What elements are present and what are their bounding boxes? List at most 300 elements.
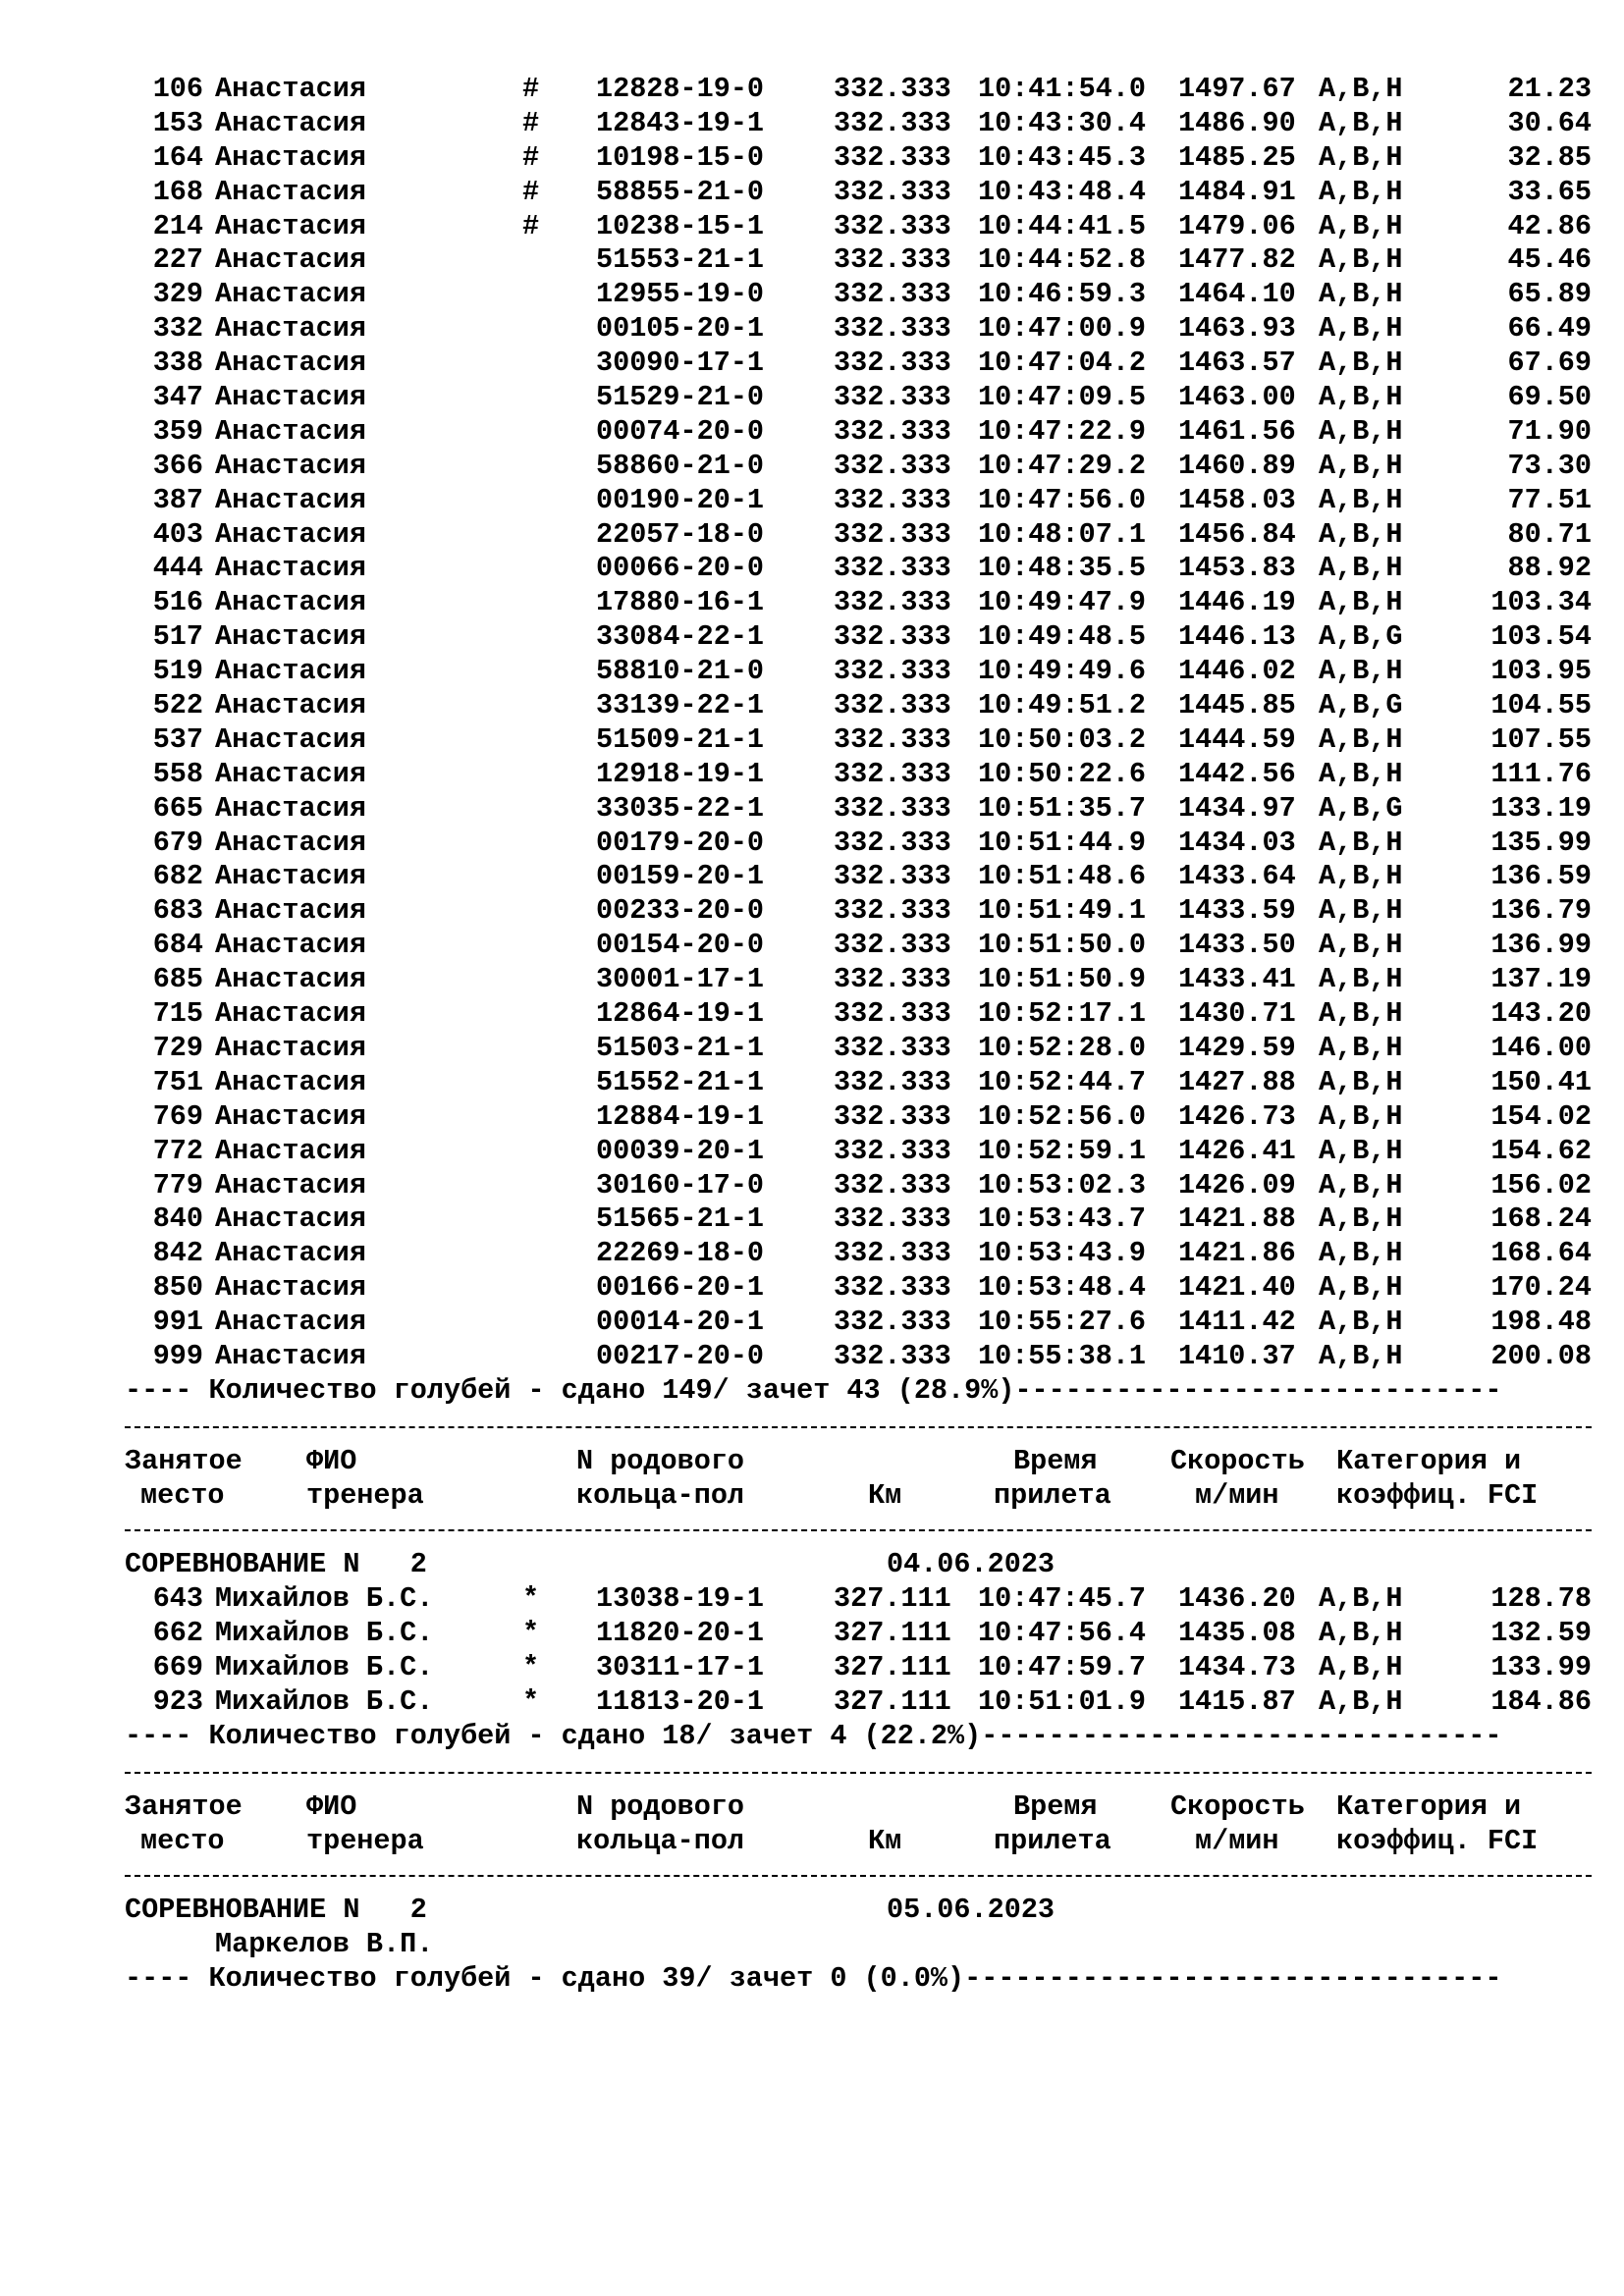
distance-cell: 332.333: [834, 449, 951, 482]
speed-cell: 1430.71: [1178, 997, 1296, 1031]
ring-number-cell: 12828-19-0: [596, 73, 765, 105]
table-row: [125, 1582, 1607, 1617]
speed-cell: 1411.42: [1178, 1306, 1296, 1339]
trainer-name-cell: Анастасия: [215, 449, 366, 482]
distance-cell: 332.333: [834, 620, 951, 654]
trainer-name-cell: Анастасия: [215, 757, 366, 790]
ring-number-cell: 22269-18-0: [596, 1237, 765, 1270]
ring-number-cell: 51552-21-1: [596, 1065, 765, 1098]
place-cell: 850: [152, 1271, 203, 1305]
table-row: [125, 484, 1607, 518]
ring-number-cell: 33139-22-1: [596, 689, 765, 722]
coefficient-cell: 103.95: [1490, 655, 1592, 688]
trainer-name-cell: Анастасия: [215, 517, 366, 551]
trainer-name-cell: Анастасия: [215, 1031, 366, 1064]
arrival-time-cell: 10:51:48.6: [978, 860, 1147, 893]
category-cell: A,B,H: [1319, 894, 1403, 928]
coefficient-cell: 154.62: [1490, 1134, 1592, 1167]
category-cell: A,B,H: [1319, 243, 1403, 277]
category-cell: A,B,H: [1319, 1099, 1403, 1133]
ring-number-cell: 30311-17-1: [596, 1651, 765, 1684]
speed-cell: 1435.08: [1178, 1617, 1296, 1650]
distance-cell: 332.333: [834, 929, 951, 962]
ring-number-cell: 12918-19-1: [596, 757, 765, 790]
arrival-time-cell: 10:46:59.3: [978, 278, 1147, 311]
place-cell: 685: [152, 963, 203, 996]
table-row: [125, 758, 1607, 792]
header-ring: N родового: [576, 1444, 745, 1477]
trainer-name-cell: Анастасия: [215, 552, 366, 585]
header-cat: Категория и: [1336, 1789, 1522, 1823]
distance-cell: 332.333: [834, 894, 951, 928]
trainer-name-cell: Анастасия: [215, 586, 366, 619]
coefficient-cell: 136.79: [1490, 894, 1592, 928]
place-cell: 669: [152, 1651, 203, 1684]
coefficient-cell: 32.85: [1507, 140, 1592, 174]
mark-cell: *: [522, 1582, 540, 1616]
competition-heading: [125, 1894, 1607, 1928]
ring-number-cell: 51509-21-1: [596, 722, 765, 756]
place-cell: 517: [152, 620, 203, 654]
arrival-time-cell: 10:48:07.1: [978, 517, 1147, 551]
speed-cell: 1426.73: [1178, 1099, 1296, 1133]
trainer-name-cell: Анастасия: [215, 791, 366, 825]
divider: [125, 1875, 1592, 1877]
speed-cell: 1433.50: [1178, 929, 1296, 962]
column-header-line-2: [125, 1825, 1607, 1859]
arrival-time-cell: 10:47:29.2: [978, 449, 1147, 482]
coefficient-cell: 111.76: [1490, 757, 1592, 790]
category-cell: A,B,H: [1319, 655, 1403, 688]
category-cell: A,B,H: [1319, 1031, 1403, 1064]
section2-table: [125, 1582, 1607, 1720]
arrival-time-cell: 10:49:49.6: [978, 655, 1147, 688]
coefficient-cell: 66.49: [1507, 312, 1592, 346]
competition-date: 05.06.2023: [887, 1894, 1056, 1927]
speed-cell: 1456.84: [1178, 517, 1296, 551]
speed-cell: 1436.20: [1178, 1582, 1296, 1616]
distance-cell: 332.333: [834, 655, 951, 688]
header-km: Км: [868, 1824, 902, 1857]
place-cell: 519: [152, 655, 203, 688]
header-speed: Скорость: [1170, 1789, 1305, 1823]
speed-cell: 1426.41: [1178, 1134, 1296, 1167]
arrival-time-cell: 10:51:49.1: [978, 894, 1147, 928]
ring-number-cell: 17880-16-1: [596, 586, 765, 619]
distance-cell: 332.333: [834, 1339, 951, 1372]
header-speed-2: м/мин: [1195, 1824, 1279, 1857]
category-cell: A,B,H: [1319, 1065, 1403, 1098]
arrival-time-cell: 10:51:44.9: [978, 826, 1147, 859]
header-speed-2: м/мин: [1195, 1478, 1279, 1512]
coefficient-cell: 184.86: [1490, 1684, 1592, 1718]
trainer-name-cell: Анастасия: [215, 1237, 366, 1270]
ring-number-cell: 00233-20-0: [596, 894, 765, 928]
coefficient-cell: 30.64: [1507, 106, 1592, 139]
mark-cell: *: [522, 1684, 540, 1718]
trainer-name-cell: Анастасия: [215, 347, 366, 380]
coefficient-cell: 137.19: [1490, 963, 1592, 996]
ring-number-cell: 10238-15-1: [596, 209, 765, 242]
coefficient-cell: 69.50: [1507, 381, 1592, 414]
place-cell: 214: [152, 209, 203, 242]
coefficient-cell: 170.24: [1490, 1271, 1592, 1305]
competition-heading: [125, 1548, 1607, 1582]
category-cell: A,B,G: [1319, 620, 1403, 654]
distance-cell: 332.333: [834, 963, 951, 996]
trainer-name-cell: Анастасия: [215, 929, 366, 962]
distance-cell: 327.111: [834, 1651, 951, 1684]
speed-cell: 1461.56: [1178, 414, 1296, 448]
coefficient-cell: 128.78: [1490, 1582, 1592, 1616]
speed-cell: 1427.88: [1178, 1065, 1296, 1098]
category-cell: A,B,H: [1319, 1168, 1403, 1201]
category-cell: A,B,H: [1319, 278, 1403, 311]
trainer-name-cell: Михайлов Б.С.: [215, 1582, 434, 1616]
category-cell: A,B,G: [1319, 791, 1403, 825]
speed-cell: 1433.41: [1178, 963, 1296, 996]
speed-cell: 1453.83: [1178, 552, 1296, 585]
table-row: [125, 929, 1607, 963]
trainer-name-cell: Анастасия: [215, 722, 366, 756]
place-cell: 991: [152, 1306, 203, 1339]
place-cell: 662: [152, 1617, 203, 1650]
place-cell: 164: [152, 140, 203, 174]
category-cell: A,B,H: [1319, 1684, 1403, 1718]
trainer-name-cell: Анастасия: [215, 73, 366, 105]
ring-number-cell: 22057-18-0: [596, 517, 765, 551]
coefficient-cell: 136.99: [1490, 929, 1592, 962]
coefficient-cell: 103.34: [1490, 586, 1592, 619]
category-cell: A,B,H: [1319, 1651, 1403, 1684]
speed-cell: 1486.90: [1178, 106, 1296, 139]
speed-cell: 1479.06: [1178, 209, 1296, 242]
distance-cell: 332.333: [834, 1065, 951, 1098]
ring-number-cell: 33035-22-1: [596, 791, 765, 825]
table-row: [125, 1202, 1607, 1237]
trainer-name-cell: Анастасия: [215, 1339, 366, 1372]
coefficient-cell: 143.20: [1490, 997, 1592, 1031]
header-speed: Скорость: [1170, 1444, 1305, 1477]
table-row: [125, 655, 1607, 689]
arrival-time-cell: 10:44:41.5: [978, 209, 1147, 242]
arrival-time-cell: 10:55:38.1: [978, 1339, 1147, 1372]
column-header-line-2: [125, 1479, 1607, 1514]
table-row: [125, 1032, 1607, 1066]
ring-number-cell: 11820-20-1: [596, 1617, 765, 1650]
arrival-time-cell: 10:44:52.8: [978, 243, 1147, 277]
distance-cell: 327.111: [834, 1617, 951, 1650]
trainer-name-cell: Анастасия: [215, 620, 366, 654]
speed-cell: 1444.59: [1178, 722, 1296, 756]
arrival-time-cell: 10:53:48.4: [978, 1271, 1147, 1305]
header-time-2: прилета: [994, 1478, 1111, 1512]
mark-cell: #: [522, 73, 540, 105]
category-cell: A,B,H: [1319, 1617, 1403, 1650]
table-row: [125, 723, 1607, 758]
distance-cell: 332.333: [834, 483, 951, 516]
table-row: [125, 278, 1607, 312]
trainer-name-cell: Анастасия: [215, 860, 366, 893]
place-cell: 665: [152, 791, 203, 825]
speed-cell: 1421.88: [1178, 1202, 1296, 1236]
speed-cell: 1484.91: [1178, 175, 1296, 208]
distance-cell: 332.333: [834, 1099, 951, 1133]
speed-cell: 1463.93: [1178, 312, 1296, 346]
table-row: [125, 1237, 1607, 1271]
arrival-time-cell: 10:47:56.4: [978, 1617, 1147, 1650]
arrival-time-cell: 10:51:50.0: [978, 929, 1147, 962]
place-cell: 537: [152, 722, 203, 756]
header-place-2: место: [140, 1478, 225, 1512]
speed-cell: 1434.97: [1178, 791, 1296, 825]
category-cell: A,B,H: [1319, 1582, 1403, 1616]
distance-cell: 327.111: [834, 1582, 951, 1616]
coefficient-cell: 135.99: [1490, 826, 1592, 859]
trainer-name-cell: Михайлов Б.С.: [215, 1651, 434, 1684]
trainer-name-cell: Анастасия: [215, 312, 366, 346]
ring-number-cell: 58810-21-0: [596, 655, 765, 688]
column-header-line-1: [125, 1790, 1607, 1825]
trainer-name-cell: Анастасия: [215, 106, 366, 139]
ring-number-cell: 00179-20-0: [596, 826, 765, 859]
coefficient-cell: 104.55: [1490, 689, 1592, 722]
header-time: Время: [1013, 1789, 1098, 1823]
distance-cell: 332.333: [834, 1202, 951, 1236]
table-row: [125, 1100, 1607, 1135]
place-cell: 347: [152, 381, 203, 414]
speed-cell: 1433.64: [1178, 860, 1296, 893]
distance-cell: 332.333: [834, 243, 951, 277]
distance-cell: 332.333: [834, 722, 951, 756]
arrival-time-cell: 10:55:27.6: [978, 1306, 1147, 1339]
place-cell: 772: [152, 1134, 203, 1167]
trainer-name-cell: Анастасия: [215, 1271, 366, 1305]
header-place-2: место: [140, 1824, 225, 1857]
competition-date: 04.06.2023: [887, 1548, 1056, 1581]
table-row: [125, 176, 1607, 210]
place-cell: 679: [152, 826, 203, 859]
place-cell: 682: [152, 860, 203, 893]
header-time: Время: [1013, 1444, 1098, 1477]
category-cell: A,B,H: [1319, 483, 1403, 516]
category-cell: A,B,H: [1319, 175, 1403, 208]
table-row: [125, 1651, 1607, 1685]
place-cell: 516: [152, 586, 203, 619]
header-name: ФИО: [306, 1789, 357, 1823]
place-cell: 403: [152, 517, 203, 551]
header-name-2: тренера: [306, 1478, 424, 1512]
distance-cell: 332.333: [834, 106, 951, 139]
category-cell: A,B,H: [1319, 826, 1403, 859]
participant-name-line: [125, 1928, 1607, 1962]
ring-number-cell: 00105-20-1: [596, 312, 765, 346]
place-cell: 522: [152, 689, 203, 722]
table-row: [125, 1135, 1607, 1169]
distance-cell: 332.333: [834, 73, 951, 105]
mark-cell: *: [522, 1651, 540, 1684]
table-row: [125, 586, 1607, 620]
arrival-time-cell: 10:51:50.9: [978, 963, 1147, 996]
speed-cell: 1426.09: [1178, 1168, 1296, 1201]
table-row: [125, 312, 1607, 347]
arrival-time-cell: 10:43:45.3: [978, 140, 1147, 174]
speed-cell: 1410.37: [1178, 1339, 1296, 1372]
category-cell: A,B,G: [1319, 689, 1403, 722]
ring-number-cell: 30090-17-1: [596, 347, 765, 380]
speed-cell: 1421.86: [1178, 1237, 1296, 1270]
trainer-name-cell: Анастасия: [215, 1202, 366, 1236]
trainer-name-cell: Михайлов Б.С.: [215, 1617, 434, 1650]
header-ring: N родового: [576, 1789, 745, 1823]
table-row: [125, 1685, 1607, 1720]
arrival-time-cell: 10:52:17.1: [978, 997, 1147, 1031]
trainer-name-cell: Анастасия: [215, 483, 366, 516]
competition-title: СОРЕВНОВАНИЕ N 2: [125, 1894, 427, 1927]
ring-number-cell: 58855-21-0: [596, 175, 765, 208]
ring-number-cell: 00066-20-0: [596, 552, 765, 585]
distance-cell: 332.333: [834, 381, 951, 414]
category-cell: A,B,H: [1319, 312, 1403, 346]
speed-cell: 1460.89: [1178, 449, 1296, 482]
header-place: Занятое: [125, 1444, 243, 1477]
place-cell: 332: [152, 312, 203, 346]
table-row: [125, 552, 1607, 586]
trainer-name-cell: Анастасия: [215, 381, 366, 414]
category-cell: A,B,H: [1319, 929, 1403, 962]
ring-number-cell: 33084-22-1: [596, 620, 765, 654]
category-cell: A,B,H: [1319, 757, 1403, 790]
place-cell: 729: [152, 1031, 203, 1064]
trainer-name-cell: Анастасия: [215, 278, 366, 311]
place-cell: 366: [152, 449, 203, 482]
speed-cell: 1497.67: [1178, 73, 1296, 105]
coefficient-cell: 168.64: [1490, 1237, 1592, 1270]
ring-number-cell: 00159-20-1: [596, 860, 765, 893]
category-cell: A,B,H: [1319, 140, 1403, 174]
distance-cell: 332.333: [834, 1134, 951, 1167]
column-header-line-1: [125, 1445, 1607, 1479]
ring-number-cell: 30160-17-0: [596, 1168, 765, 1201]
distance-cell: 332.333: [834, 791, 951, 825]
trainer-name-cell: Анастасия: [215, 140, 366, 174]
category-cell: A,B,H: [1319, 347, 1403, 380]
coefficient-cell: 80.71: [1507, 517, 1592, 551]
coefficient-cell: 42.86: [1507, 209, 1592, 242]
category-cell: A,B,H: [1319, 414, 1403, 448]
category-cell: A,B,H: [1319, 722, 1403, 756]
ring-number-cell: 00166-20-1: [596, 1271, 765, 1305]
table-row: [125, 1340, 1607, 1374]
trainer-name-cell: Анастасия: [215, 689, 366, 722]
coefficient-cell: 156.02: [1490, 1168, 1592, 1201]
coefficient-cell: 65.89: [1507, 278, 1592, 311]
arrival-time-cell: 10:53:43.9: [978, 1237, 1147, 1270]
category-cell: A,B,H: [1319, 963, 1403, 996]
category-cell: A,B,H: [1319, 209, 1403, 242]
table-row: [125, 1306, 1607, 1340]
distance-cell: 332.333: [834, 860, 951, 893]
distance-cell: 332.333: [834, 140, 951, 174]
distance-cell: 332.333: [834, 1168, 951, 1201]
mark-cell: #: [522, 209, 540, 242]
table-row: [125, 107, 1607, 141]
speed-cell: 1463.57: [1178, 347, 1296, 380]
place-cell: 387: [152, 483, 203, 516]
place-cell: 840: [152, 1202, 203, 1236]
distance-cell: 332.333: [834, 517, 951, 551]
arrival-time-cell: 10:49:51.2: [978, 689, 1147, 722]
coefficient-cell: 67.69: [1507, 347, 1592, 380]
table-row: [125, 415, 1607, 450]
category-cell: A,B,H: [1319, 1306, 1403, 1339]
distance-cell: 332.333: [834, 757, 951, 790]
mark-cell: #: [522, 106, 540, 139]
category-cell: A,B,H: [1319, 381, 1403, 414]
table-row: [125, 243, 1607, 278]
ring-number-cell: 51503-21-1: [596, 1031, 765, 1064]
place-cell: 683: [152, 894, 203, 928]
coefficient-cell: 198.48: [1490, 1306, 1592, 1339]
speed-cell: 1446.13: [1178, 620, 1296, 654]
table-row: [125, 860, 1607, 894]
distance-cell: 332.333: [834, 586, 951, 619]
coefficient-cell: 77.51: [1507, 483, 1592, 516]
trainer-name-cell: Анастасия: [215, 175, 366, 208]
speed-cell: 1464.10: [1178, 278, 1296, 311]
arrival-time-cell: 10:50:03.2: [978, 722, 1147, 756]
place-cell: 329: [152, 278, 203, 311]
distance-cell: 327.111: [834, 1684, 951, 1718]
trainer-name-cell: Анастасия: [215, 997, 366, 1031]
ring-number-cell: 51553-21-1: [596, 243, 765, 277]
arrival-time-cell: 10:48:35.5: [978, 552, 1147, 585]
ring-number-cell: 13038-19-1: [596, 1582, 765, 1616]
category-cell: A,B,H: [1319, 1202, 1403, 1236]
speed-cell: 1429.59: [1178, 1031, 1296, 1064]
header-km: Км: [868, 1478, 902, 1512]
trainer-name-cell: Анастасия: [215, 1065, 366, 1098]
arrival-time-cell: 10:49:47.9: [978, 586, 1147, 619]
ring-number-cell: 00014-20-1: [596, 1306, 765, 1339]
speed-cell: 1458.03: [1178, 483, 1296, 516]
arrival-time-cell: 10:47:22.9: [978, 414, 1147, 448]
arrival-time-cell: 10:52:44.7: [978, 1065, 1147, 1098]
speed-cell: 1485.25: [1178, 140, 1296, 174]
arrival-time-cell: 10:43:48.4: [978, 175, 1147, 208]
category-cell: A,B,H: [1319, 860, 1403, 893]
table-row: [125, 1169, 1607, 1203]
distance-cell: 332.333: [834, 278, 951, 311]
header-ring-2: кольца-пол: [576, 1478, 745, 1512]
arrival-time-cell: 10:47:04.2: [978, 347, 1147, 380]
table-row: [125, 381, 1607, 415]
header-ring-2: кольца-пол: [576, 1824, 745, 1857]
distance-cell: 332.333: [834, 414, 951, 448]
place-cell: 153: [152, 106, 203, 139]
arrival-time-cell: 10:47:59.7: [978, 1651, 1147, 1684]
place-cell: 715: [152, 997, 203, 1031]
place-cell: 751: [152, 1065, 203, 1098]
arrival-time-cell: 10:47:45.7: [978, 1582, 1147, 1616]
arrival-time-cell: 10:50:22.6: [978, 757, 1147, 790]
distance-cell: 332.333: [834, 552, 951, 585]
distance-cell: 332.333: [834, 1271, 951, 1305]
header-name-2: тренера: [306, 1824, 424, 1857]
results-document: [125, 73, 1607, 1997]
arrival-time-cell: 10:47:00.9: [978, 312, 1147, 346]
coefficient-cell: 21.23: [1507, 73, 1592, 105]
